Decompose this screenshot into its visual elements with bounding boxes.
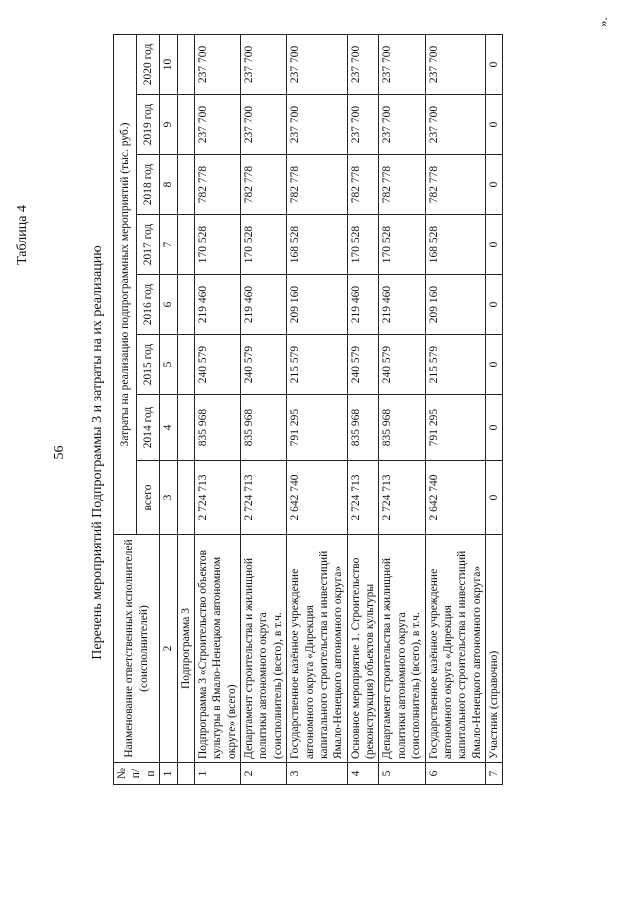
header-year: 2014 год [137, 395, 160, 461]
col-number: 1 [160, 763, 177, 785]
header-year: 2015 год [137, 335, 160, 395]
row-value: 240 579 [379, 335, 425, 395]
row-value: 0 [486, 335, 503, 395]
row-value: 170 528 [347, 215, 379, 275]
row-value: 219 460 [241, 275, 287, 335]
row-value: 209 160 [287, 275, 348, 335]
row-value: 782 778 [287, 155, 348, 215]
table-row [241, 34, 287, 784]
row-total: 0 [486, 461, 503, 535]
row-total: 2 724 713 [194, 461, 240, 535]
row-value: 782 778 [379, 155, 425, 215]
row-number: 7 [486, 763, 503, 785]
row-value: 237 700 [379, 95, 425, 155]
row-value: 835 968 [347, 395, 379, 461]
row-value: 237 700 [347, 34, 379, 94]
row-name: Департамент строительства и жилищной политики автономного округа (соисполнитель) (всего), в т.ч. [241, 535, 287, 763]
row-value: 782 778 [241, 155, 287, 215]
col-number: 6 [160, 275, 177, 335]
header-year: 2019 год [137, 95, 160, 155]
row-value: 240 579 [347, 335, 379, 395]
row-value: 237 700 [425, 34, 486, 94]
col-number: 2 [160, 535, 177, 763]
row-value: 835 968 [241, 395, 287, 461]
row-value: 237 700 [287, 95, 348, 155]
row-value: 215 579 [287, 335, 348, 395]
row-value: 835 968 [379, 395, 425, 461]
header-year: 2017 год [137, 215, 160, 275]
row-value: 835 968 [194, 395, 240, 461]
row-value: 0 [486, 215, 503, 275]
row-value: 782 778 [194, 155, 240, 215]
header-year: 2018 год [137, 155, 160, 215]
row-value: 219 460 [194, 275, 240, 335]
col-number: 7 [160, 215, 177, 275]
row-value: 0 [486, 155, 503, 215]
row-value: 0 [486, 275, 503, 335]
col-number: 10 [160, 34, 177, 94]
row-value: 237 700 [347, 95, 379, 155]
row-value: 237 700 [194, 34, 240, 94]
row-value: 237 700 [287, 34, 348, 94]
row-value: 240 579 [194, 335, 240, 395]
closing-quote-mark: ». [595, 17, 610, 27]
row-value: 240 579 [241, 335, 287, 395]
row-name: Подпрограмма 3 «Строительство объектов культуры в Ямало-Ненецком автономном округе» (всего) [194, 535, 240, 763]
row-name: Государственное казённое учреждение автономного округа «Дирекция капитального строительства и инвестиций Ямало-Ненецкого автономного округа» [287, 535, 348, 763]
table-label: Таблица 4 [15, 205, 30, 265]
header-year: 2016 год [137, 275, 160, 335]
row-name: Государственное казённое учреждение автономного округа «Дирекция капитального строительства и инвестиций Ямало-Ненецкого автономного округа» [425, 535, 486, 763]
row-value: 237 700 [379, 34, 425, 94]
table-row [194, 34, 240, 784]
row-value: 237 700 [241, 34, 287, 94]
row-name: Департамент строительства и жилищной политики автономного округа (соисполнитель) (всего), в т.ч. [379, 535, 425, 763]
row-number: 1 [194, 763, 240, 785]
row-number: 2 [241, 763, 287, 785]
table-row [425, 34, 486, 784]
table-row [287, 34, 348, 784]
row-number: 4 [347, 763, 379, 785]
col-number: 3 [160, 461, 177, 535]
col-number: 8 [160, 155, 177, 215]
row-value: 215 579 [425, 335, 486, 395]
header-num: № п/п [114, 763, 160, 785]
table-row [347, 34, 379, 784]
col-number: 5 [160, 335, 177, 395]
row-name: Основное мероприятие 1. Строительство (реконструкция) объектов культуры [347, 535, 379, 763]
row-total: 2 642 740 [287, 461, 348, 535]
table-row [486, 34, 503, 784]
col-number: 4 [160, 395, 177, 461]
row-value: 209 160 [425, 275, 486, 335]
row-value: 782 778 [347, 155, 379, 215]
row-value: 170 528 [194, 215, 240, 275]
row-value: 170 528 [379, 215, 425, 275]
col-number: 9 [160, 95, 177, 155]
row-value: 170 528 [241, 215, 287, 275]
row-name: Участник (справочно) [486, 535, 503, 763]
measures-table [113, 34, 503, 785]
table-row [379, 34, 425, 784]
row-value: 0 [486, 95, 503, 155]
row-value: 782 778 [425, 155, 486, 215]
row-total: 2 642 740 [425, 461, 486, 535]
page-number: 56 [52, 445, 67, 460]
row-total: 2 724 713 [347, 461, 379, 535]
header-name: Наименование ответственных исполнителей (соисполнителей) [114, 535, 160, 763]
row-value: 219 460 [379, 275, 425, 335]
row-value: 237 700 [425, 95, 486, 155]
row-value: 168 528 [287, 215, 348, 275]
section-label: Подпрограмма 3 [177, 535, 194, 763]
row-number: 3 [287, 763, 348, 785]
row-total: 2 724 713 [241, 461, 287, 535]
row-number: 5 [379, 763, 425, 785]
header-year: 2020 год [137, 34, 160, 94]
row-total: 2 724 713 [379, 461, 425, 535]
row-value: 791 295 [425, 395, 486, 461]
row-value: 219 460 [347, 275, 379, 335]
header-total: всего [137, 461, 160, 535]
section-row [177, 34, 194, 784]
row-value: 237 700 [241, 95, 287, 155]
row-value: 0 [486, 395, 503, 461]
header-costs: Затраты на реализацию подпрограммных мероприятий (тыс. руб.) [114, 34, 137, 534]
table-title: Перечень мероприятий Подпрограммы 3 и затраты на их реализацию [90, 245, 105, 660]
row-value: 0 [486, 34, 503, 94]
row-value: 791 295 [287, 395, 348, 461]
row-number: 6 [425, 763, 486, 785]
row-value: 237 700 [194, 95, 240, 155]
row-value: 168 528 [425, 215, 486, 275]
